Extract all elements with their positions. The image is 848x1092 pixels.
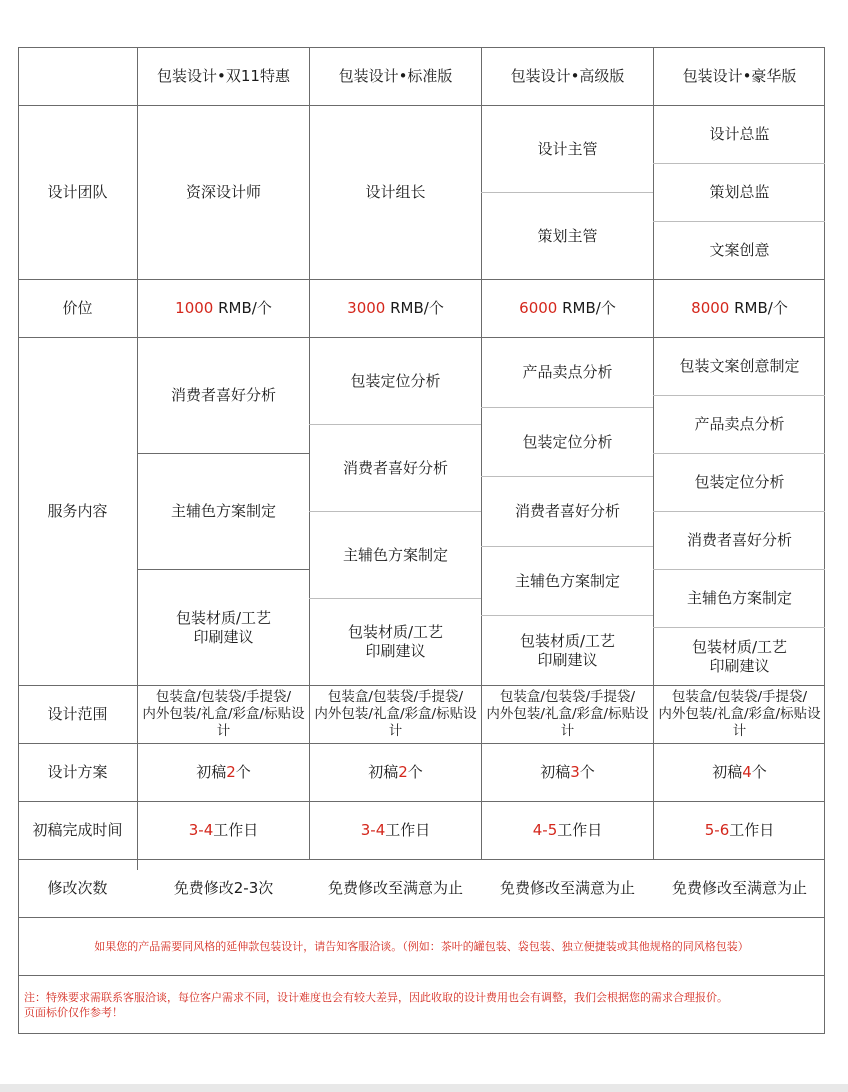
- service-item: 产品卖点分析: [522, 363, 613, 381]
- time-suffix: 工作日: [557, 821, 603, 839]
- price-amount: 8000: [691, 299, 730, 317]
- services-label: 服务内容: [47, 502, 108, 520]
- team-label: 设计团队: [47, 183, 108, 201]
- service-line: 包装材质/工艺: [519, 631, 616, 650]
- service-item: 主辅色方案制定: [342, 545, 448, 564]
- time-range: 4-5: [532, 821, 558, 839]
- plan-header: 包装设计•双11特惠: [157, 67, 290, 85]
- service-item: 包装定位分析: [522, 432, 613, 451]
- scope-line: 内外包装/礼盒/彩盒/标贴设计: [142, 706, 305, 739]
- team-member: 文案创意: [709, 241, 770, 259]
- scope-line: 内外包装/礼盒/彩盒/标贴设计: [658, 706, 821, 739]
- scope-line: 内外包装/礼盒/彩盒/标贴设计: [314, 706, 477, 739]
- proposal-suffix: 个: [407, 763, 423, 781]
- plan-header: 包装设计•高级版: [510, 67, 625, 85]
- proposal-count: 2: [226, 763, 236, 781]
- price-value: [138, 280, 309, 337]
- service-item: 主辅色方案制定: [514, 571, 620, 590]
- price-amount: 1000: [175, 299, 214, 317]
- scope-value: [482, 686, 653, 743]
- scope-value: [138, 686, 309, 743]
- scope-value: [654, 686, 825, 743]
- page-footer-strip: [0, 1084, 848, 1092]
- time-range: 3-4: [188, 821, 214, 839]
- proposal-prefix: 初稿: [368, 763, 399, 781]
- team-member: 设计总监: [709, 125, 770, 143]
- price-amount: 3000: [347, 299, 386, 317]
- proposal-prefix: 初稿: [712, 763, 743, 781]
- proposal-value: [310, 744, 481, 801]
- service-item: 主辅色方案制定: [686, 589, 792, 607]
- service-item: 包装定位分析: [694, 473, 785, 491]
- team-member: 策划主管: [537, 226, 598, 245]
- team-member: 策划总监: [709, 183, 770, 201]
- proposal-value: [138, 744, 309, 801]
- team-member: 设计主管: [537, 139, 598, 158]
- time-label: 初稿完成时间: [32, 821, 123, 839]
- revision-value: 免费修改至满意为止: [327, 879, 463, 897]
- price-unit: RMB/个: [213, 299, 272, 317]
- price-unit: RMB/个: [557, 299, 616, 317]
- scope-line: 内外包装/礼盒/彩盒/标贴设计: [486, 706, 649, 739]
- revision-value: 免费修改至满意为止: [499, 879, 635, 897]
- service-line: 包装材质/工艺: [175, 608, 272, 627]
- special-note-line: 页面标价仅作参考！: [24, 1006, 123, 1019]
- proposal-suffix: 个: [235, 763, 251, 781]
- service-line: 包装材质/工艺: [347, 623, 444, 641]
- extension-note: 如果您的产品需要同风格的延伸款包装设计，请告知客服洽谈。（例如：茶叶的罐包装、袋包装、独立便捷装或其他规格的同风格包装）: [94, 940, 749, 953]
- service-item: 消费者喜好分析: [170, 386, 276, 404]
- service-line: 印刷建议: [537, 650, 598, 669]
- time-value: [310, 802, 481, 859]
- plan-header: 包装设计•豪华版: [682, 67, 797, 85]
- price-value: [654, 280, 825, 337]
- service-item: [310, 599, 481, 685]
- time-range: 3-4: [360, 821, 386, 839]
- proposal-prefix: 初稿: [196, 763, 227, 781]
- proposal-count: 2: [398, 763, 408, 781]
- row-divider: [18, 975, 825, 976]
- time-value: [482, 802, 653, 859]
- service-item: [482, 616, 653, 685]
- price-label: 价位: [62, 299, 93, 317]
- proposal-count: 4: [742, 763, 752, 781]
- time-suffix: 工作日: [729, 821, 775, 839]
- service-item: [654, 628, 825, 685]
- time-value: [654, 802, 825, 859]
- scope-line: 包装盒/包装袋/手提袋/: [499, 689, 636, 705]
- special-note: [24, 990, 824, 1020]
- proposal-value: [482, 744, 653, 801]
- service-line: 印刷建议: [193, 627, 254, 646]
- plan-header: 包装设计•标准版: [338, 67, 453, 85]
- revision-label: 修改次数: [47, 879, 108, 897]
- revision-value: 免费修改2-3次: [173, 879, 274, 897]
- scope-line: 包装盒/包装袋/手提袋/: [327, 689, 464, 705]
- service-item: 包装定位分析: [350, 371, 441, 390]
- scope-line: 包装盒/包装袋/手提袋/: [155, 689, 292, 705]
- special-note-line: 注：特殊要求需联系客服洽谈，每位客户需求不同，设计难度也会有较大差异，因此收取的设计费用也会有调整，我们会根据您的需求合理报价。: [24, 991, 728, 1004]
- service-item: 消费者喜好分析: [686, 531, 792, 549]
- service-item: 消费者喜好分析: [514, 502, 620, 520]
- service-item: 消费者喜好分析: [342, 458, 448, 477]
- price-value: [482, 280, 653, 337]
- time-suffix: 工作日: [213, 821, 259, 839]
- scope-line: 包装盒/包装袋/手提袋/: [671, 689, 808, 705]
- team-member: 设计组长: [365, 183, 426, 201]
- price-unit: RMB/个: [385, 299, 444, 317]
- proposal-suffix: 个: [579, 763, 595, 781]
- service-item: 产品卖点分析: [694, 415, 785, 433]
- time-value: [138, 802, 309, 859]
- proposal-prefix: 初稿: [540, 763, 571, 781]
- revision-value: 免费修改至满意为止: [671, 879, 807, 897]
- service-item: [138, 570, 309, 685]
- time-range: 5-6: [704, 821, 730, 839]
- price-amount: 6000: [519, 299, 558, 317]
- price-value: [310, 280, 481, 337]
- service-line: 包装材质/工艺: [691, 637, 788, 656]
- scope-label: 设计范围: [47, 705, 108, 723]
- service-item: 包装文案创意制定: [679, 357, 800, 375]
- service-line: 印刷建议: [365, 642, 426, 660]
- proposal-label: 设计方案: [47, 763, 108, 781]
- proposal-count: 3: [570, 763, 580, 781]
- service-line: 印刷建议: [709, 656, 770, 675]
- proposal-value: [654, 744, 825, 801]
- service-item: 主辅色方案制定: [170, 502, 276, 520]
- team-member: 资深设计师: [185, 183, 261, 201]
- proposal-suffix: 个: [751, 763, 767, 781]
- time-suffix: 工作日: [385, 821, 431, 839]
- scope-value: [310, 686, 481, 743]
- price-unit: RMB/个: [729, 299, 788, 317]
